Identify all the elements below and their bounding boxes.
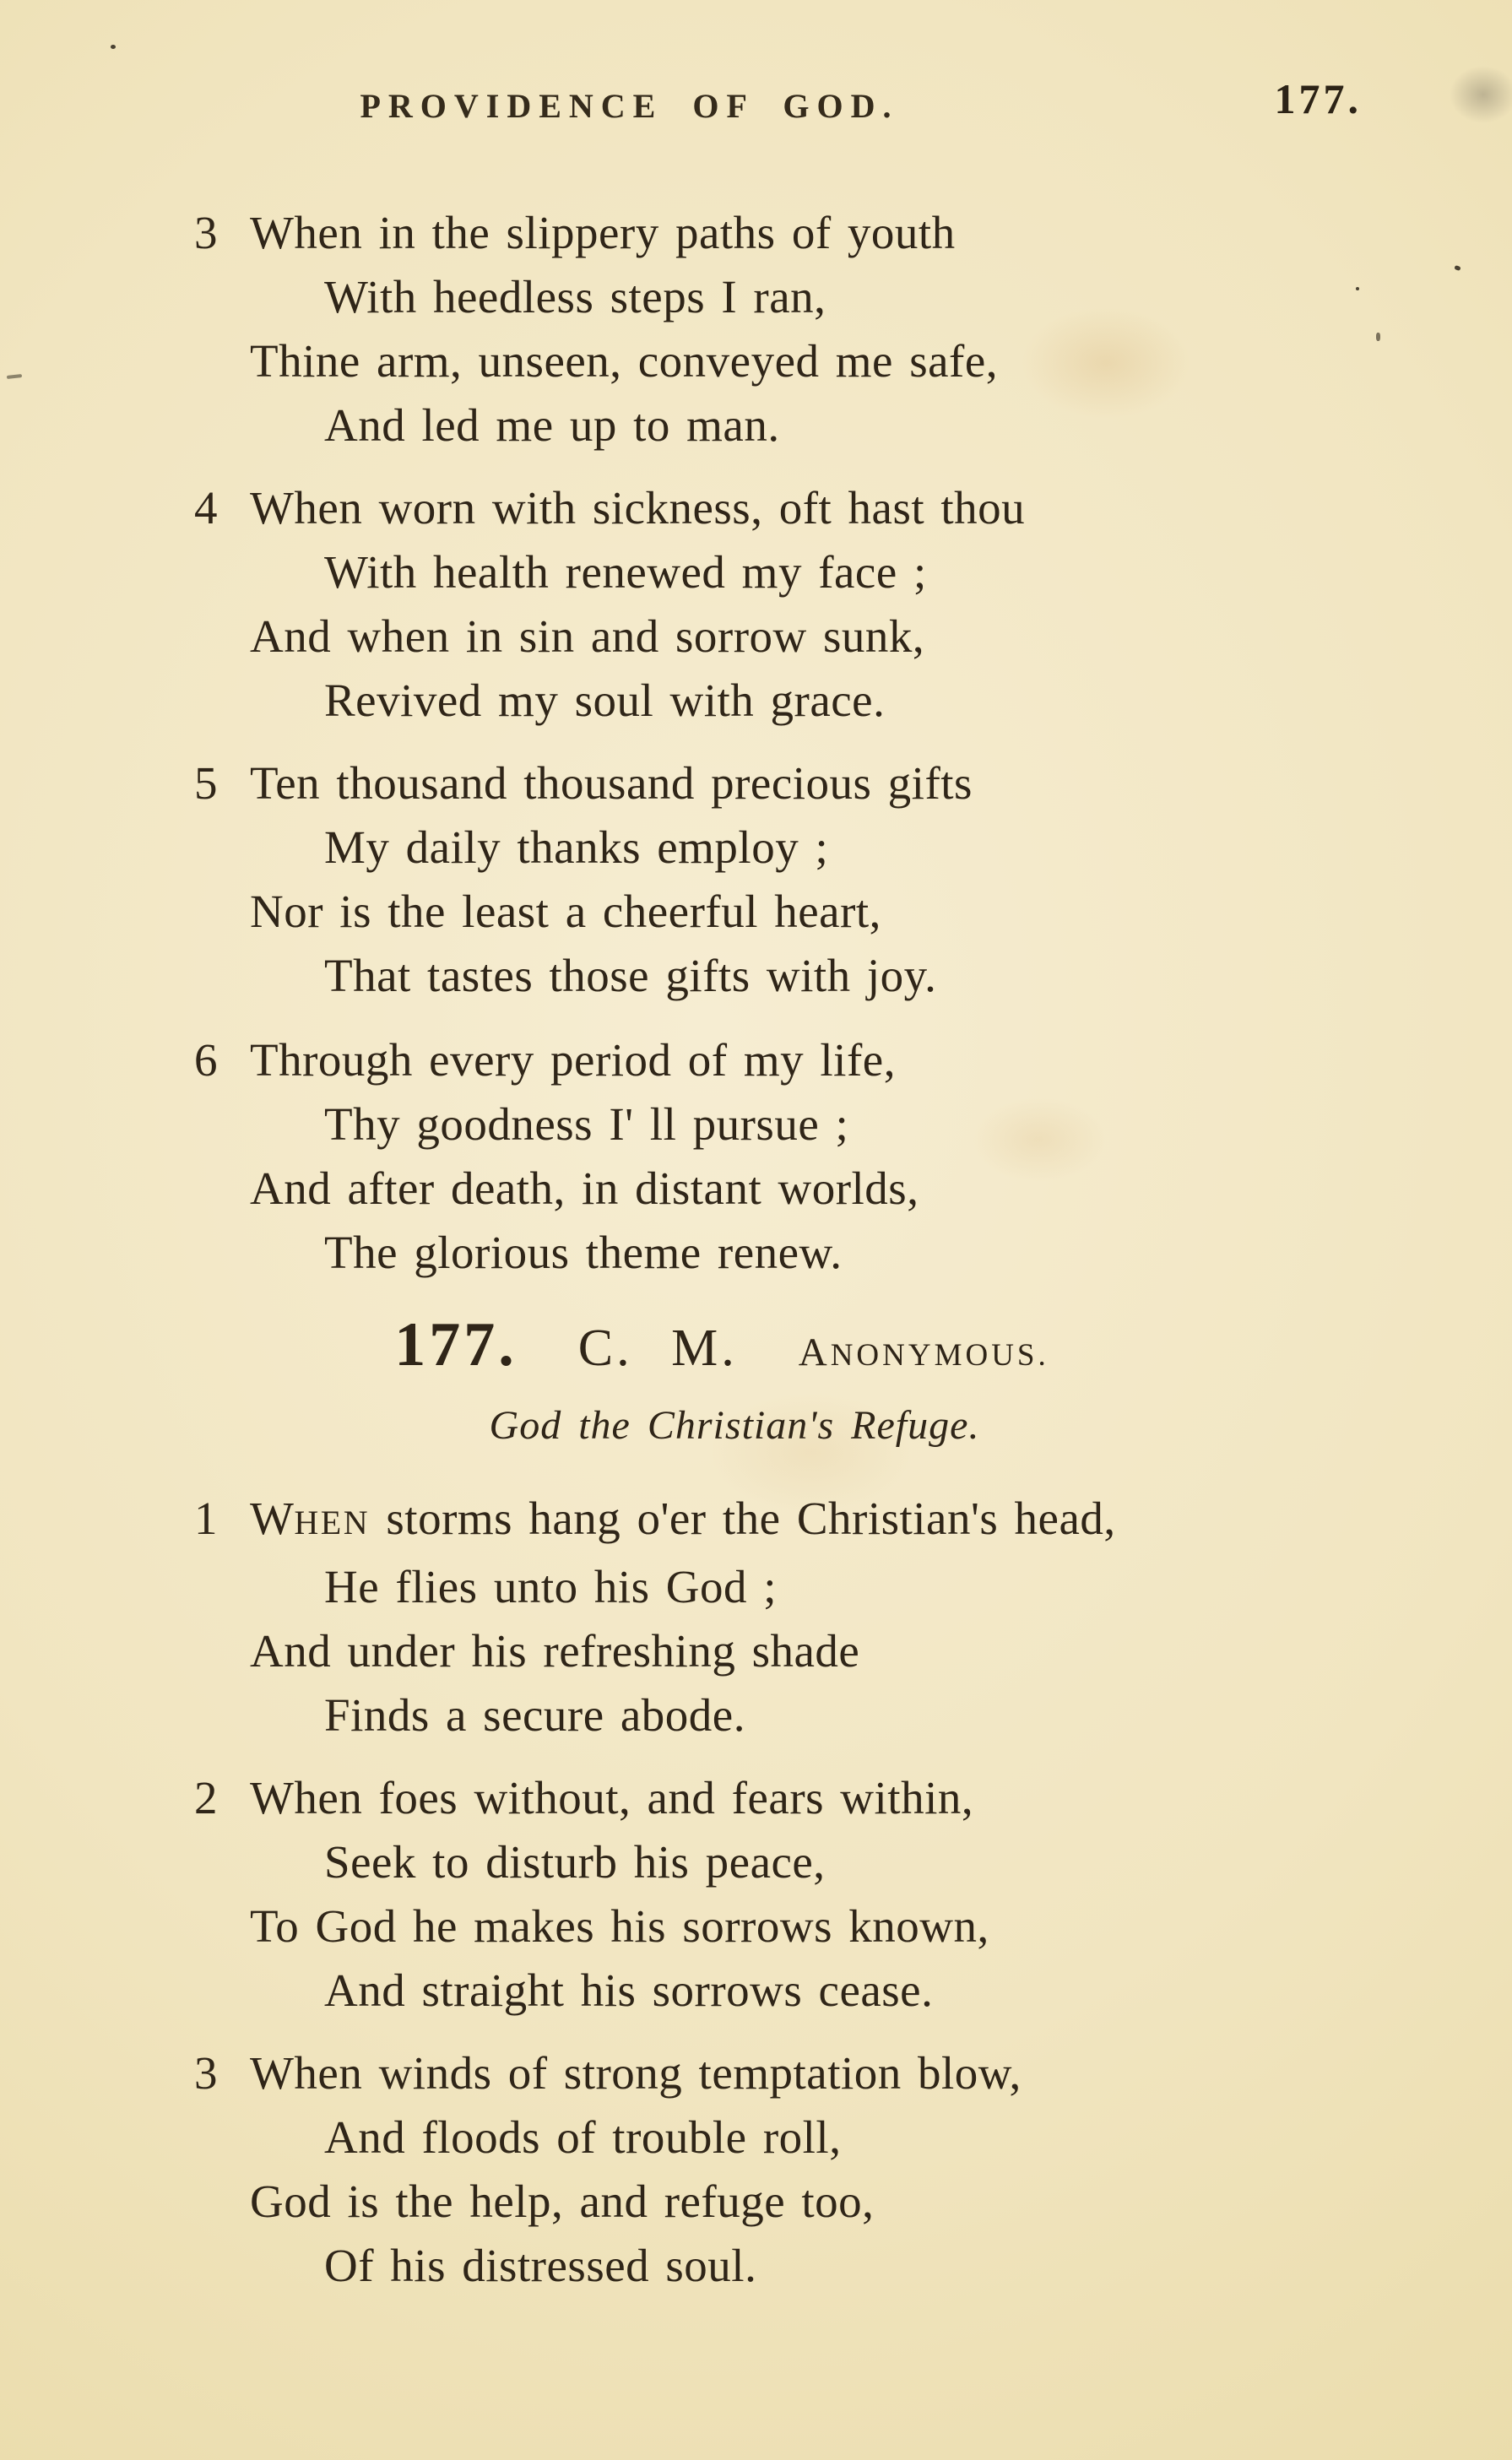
verse-line: He flies unto his God ; (324, 1561, 778, 1612)
verse-line: Ten thousand thousand precious gifts (250, 757, 973, 809)
paper-speck (7, 374, 22, 379)
page-number: 177. (1274, 75, 1362, 122)
stanza (194, 1028, 1342, 1285)
running-header: PROVIDENCE OF GOD. (360, 87, 899, 125)
verse-line: And after death, in distant worlds, (250, 1162, 919, 1214)
stanza-number: 4 (194, 482, 218, 534)
stanza (194, 751, 1342, 1008)
verse-line: Thine arm, unseen, conveyed me safe, (250, 335, 998, 387)
stanza-number: 5 (194, 757, 218, 809)
paper-speck (1454, 265, 1461, 271)
stanza-number: 3 (194, 2047, 218, 2099)
verse-line: Nor is the least a cheerful heart, (250, 886, 881, 937)
verse-line: And under his refreshing shade (250, 1625, 860, 1677)
verse-line: And when in sin and sorrow sunk, (250, 610, 925, 662)
paper-speck (1356, 287, 1359, 290)
stanza (194, 2041, 1342, 2298)
stanza (194, 476, 1342, 733)
hymn-meter: C. M. (577, 1319, 738, 1377)
hymn-title: God the Christian's Refuge. (489, 1403, 980, 1448)
verse-line: When winds of strong temptation blow, (250, 2047, 1022, 2099)
verse-small-caps: HEN (294, 1504, 371, 1542)
stanza-number: 1 (194, 1493, 218, 1544)
paper-speck (111, 45, 116, 49)
stanza (194, 201, 1342, 458)
verse-line: Seek to disturb his peace, (324, 1836, 826, 1888)
stanza-number: 3 (194, 207, 218, 258)
verse-line: Thy goodness I' ll pursue ; (324, 1098, 849, 1150)
verse-line: The glorious theme renew. (324, 1227, 843, 1278)
stanza-number: 6 (194, 1034, 218, 1086)
hymn-author-rest: NONYMOUS. (830, 1338, 1049, 1373)
verse-line: When in the slippery paths of youth (250, 207, 956, 258)
page-content (194, 201, 1342, 2316)
verse-line: Of his distressed soul. (324, 2240, 757, 2291)
stanza (194, 1766, 1342, 2023)
stanza (194, 1487, 1342, 1747)
verse-line: With heedless steps I ran, (324, 271, 826, 322)
verse-line-rest: storms hang o'er the Christian's head, (370, 1493, 1116, 1544)
verse-line: When foes without, and fears within, (250, 1772, 974, 1823)
hymn-number: 177. (394, 1310, 518, 1379)
verse-line: God is the help, and refuge too, (250, 2176, 875, 2227)
verse-line: And straight his sorrows cease. (324, 1964, 934, 2016)
verse-line: My daily thanks employ ; (324, 821, 829, 873)
verse-line: Finds a secure abode. (324, 1689, 745, 1741)
verse-line: Revived my soul with grace. (324, 675, 886, 726)
hymn-author-initial: A (798, 1330, 831, 1374)
hymn-author (799, 1314, 1049, 1394)
verse-line: To God he makes his sorrows known, (250, 1900, 989, 1952)
hymn-heading (148, 1307, 1296, 1394)
verse-lead-capital: W (250, 1493, 295, 1544)
verse-line: With health renewed my face ; (324, 546, 927, 598)
verse-line: Through every period of my life, (250, 1034, 896, 1086)
verse-line: And led me up to man. (324, 399, 780, 451)
verse-line (194, 1487, 1342, 1555)
verse-line: And floods of trouble roll, (324, 2111, 842, 2163)
stanza-number: 2 (194, 1772, 218, 1823)
verse-line: When worn with sickness, oft hast thou (250, 482, 1026, 534)
paper-speck (1376, 333, 1380, 341)
verse-line: That tastes those gifts with joy. (324, 950, 937, 1001)
